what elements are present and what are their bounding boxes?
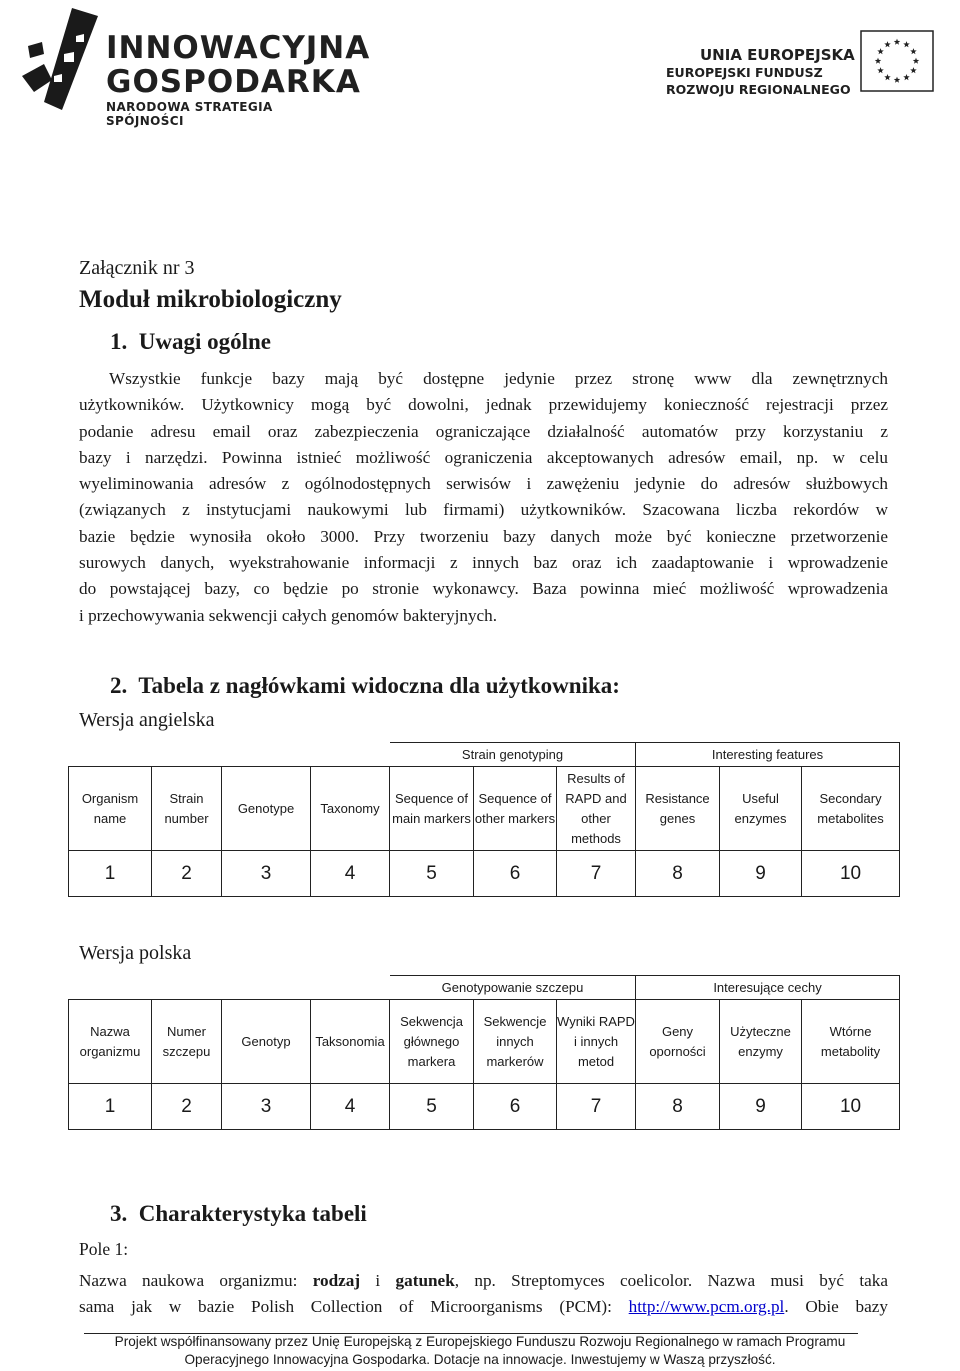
paragraph-line: do powstającej bazy, co będzie po stronie wykonawcy. Baza powinna mieć możliwość wprowadzenia	[79, 579, 888, 599]
paragraph-general-remarks	[79, 366, 888, 629]
paragraph-line: surowych danych, wyekstrahowanie informacji z innych baz oraz ich zaadaptowanie i wprowadzenie	[79, 553, 888, 573]
column-header: Wyniki RAPD i innych metod	[557, 1000, 636, 1084]
document-title: Moduł mikrobiologiczny	[79, 286, 342, 313]
field-label: Pole 1:	[79, 1239, 129, 1259]
table-group-row	[69, 976, 900, 1000]
paragraph-field-1	[79, 1268, 888, 1321]
table-number-row	[69, 851, 900, 897]
group-header-genotypowanie: Genotypowanie szczepu	[390, 976, 636, 1000]
table-cell: 5	[390, 1084, 474, 1130]
table-cell: 6	[474, 1084, 557, 1130]
logo-line-1: UNIA EUROPEJSKA	[700, 46, 855, 64]
logo-line-2: EUROPEJSKI FUNDUSZ	[666, 65, 823, 80]
table-english	[68, 742, 900, 897]
column-header: Sekwencje innych markerów	[474, 1000, 557, 1084]
bold-genus: rodzaj	[312, 1271, 361, 1290]
column-header: Organism name	[69, 767, 152, 851]
column-header: Useful enzymes	[720, 767, 802, 851]
paragraph-line: wyeliminowania adresów z ogólnodostępnych serwisów i zawężeniu jedynie do adresów służbowych	[79, 474, 888, 494]
pcm-link[interactable]: http://www.pcm.org.pl	[628, 1297, 785, 1317]
table-cell: 3	[222, 851, 311, 897]
logo-line-1: INNOWACYJNA	[106, 30, 371, 66]
group-header-interesting-features: Interesting features	[636, 743, 900, 767]
table-cell: 4	[311, 1084, 390, 1130]
column-header: Resistance genes	[636, 767, 720, 851]
paragraph-line	[79, 1294, 888, 1320]
paragraph-line: i przechowywania sekwencji całych genomów bakteryjnych.	[79, 605, 498, 625]
paragraph-line: Wszystkie funkcje bazy mają być dostępne jedynie przez stronę www dla zewnętrznych	[109, 369, 888, 388]
footer	[60, 1333, 900, 1369]
column-header: Sequence of other markers	[474, 767, 557, 851]
column-header: Secondary metabolites	[802, 767, 900, 851]
table-cell: 2	[152, 1084, 222, 1130]
text-run: Nazwa naukowa organizmu:	[79, 1271, 313, 1290]
table-header-row	[69, 767, 900, 851]
table-cell: 8	[636, 851, 720, 897]
logo-line-3: ROZWOJU REGIONALNEGO	[666, 82, 851, 97]
footer-line-2: Operacyjnego Innowacyjna Gospodarka. Dotacje na innowacje. Inwestujemy w Waszą przyszłość.	[184, 1352, 776, 1367]
column-header: Taksonomia	[311, 1000, 390, 1084]
table-cell: 8	[636, 1084, 720, 1130]
paragraph-line: bazy i narzędzi. Powinna istnieć możliwość ograniczenia akceptowanych adresów email, np. w celu	[79, 447, 888, 467]
text-run: . Obie bazy	[784, 1297, 888, 1317]
section-heading-2: 2. Tabela z nagłówkami widoczna dla użytkownika:	[110, 673, 620, 698]
paragraph-line: (związanych z instytucjami naukowymi lub firmami) użytkowników. Szacowana liczba rekordów w	[79, 500, 888, 520]
text-run: , np. Streptomyces coelicolor. Nazwa musi być taka	[454, 1271, 888, 1290]
text-run: i	[360, 1271, 396, 1290]
column-header: Użyteczne enzymy	[720, 1000, 802, 1084]
eu-flag-icon	[860, 30, 934, 92]
group-header-strain-genotyping: Strain genotyping	[390, 743, 636, 767]
text-run: sama jak w bazie Polish Collection of Microorganisms (PCM):	[79, 1297, 629, 1317]
table-cell: 7	[557, 1084, 636, 1130]
logo-line-3: NARODOWA STRATEGIA SPÓJNOŚCI	[106, 100, 273, 128]
column-header: Genotype	[222, 767, 311, 851]
english-version-label: Wersja angielska	[79, 709, 215, 731]
section-heading-1: 1. Uwagi ogólne	[110, 329, 271, 354]
column-header: Numer szczepu	[152, 1000, 222, 1084]
paragraph-line: bazie będzie wynosiła około 3000. Przy tworzeniu bazy danych może być konieczne przetworzenie	[79, 526, 888, 546]
polish-version-label: Wersja polska	[79, 942, 192, 964]
column-header: Wtórne metabolity	[802, 1000, 900, 1084]
table-cell: 10	[802, 851, 900, 897]
table-cell: 4	[311, 851, 390, 897]
table-cell: 1	[69, 1084, 152, 1130]
table-cell: 2	[152, 851, 222, 897]
paragraph-line: użytkowników. Użytkownicy mogą być dowolni, jednak przewidujemy konieczność rejestracji przez	[79, 395, 888, 415]
table-cell: 3	[222, 1084, 311, 1130]
table-polish	[68, 975, 900, 1130]
footer-line-1: Projekt współfinansowany przez Unię Europejską z Europejskiego Funduszu Rozwoju Regionalnego w ramach Programu	[114, 1334, 846, 1349]
annex-label: Załącznik nr 3	[79, 257, 195, 279]
table-number-row	[69, 1084, 900, 1130]
bold-species: gatunek	[395, 1271, 455, 1290]
column-header: Sekwencja głównego markera	[390, 1000, 474, 1084]
column-header: Sequence of main markers	[390, 767, 474, 851]
column-header: Genotyp	[222, 1000, 311, 1084]
table-header-row	[69, 1000, 900, 1084]
stars-emblem-icon	[14, 6, 104, 116]
table-cell: 9	[720, 851, 802, 897]
paragraph-line	[79, 1268, 888, 1294]
innowacyjna-gospodarka-logo	[14, 6, 371, 128]
table-cell: 5	[390, 851, 474, 897]
table-cell: 7	[557, 851, 636, 897]
column-header: Nazwa organizmu	[69, 1000, 152, 1084]
table-group-row	[69, 743, 900, 767]
column-header: Results of RAPD and other methods	[557, 767, 636, 851]
logo-line-2: GOSPODARKA	[106, 64, 361, 100]
column-header: Taxonomy	[311, 767, 390, 851]
section-heading-3: 3. Charakterystyka tabeli	[110, 1201, 367, 1226]
table-cell: 1	[69, 851, 152, 897]
table-cell: 10	[802, 1084, 900, 1130]
column-header: Strain number	[152, 767, 222, 851]
table-cell: 6	[474, 851, 557, 897]
paragraph-line: podanie adresu email oraz zabezpieczenia ograniczające działalność automatów przy korzystaniu z	[79, 421, 888, 441]
table-cell: 9	[720, 1084, 802, 1130]
group-header-interesujace-cechy: Interesujące cechy	[636, 976, 900, 1000]
column-header: Geny oporności	[636, 1000, 720, 1084]
